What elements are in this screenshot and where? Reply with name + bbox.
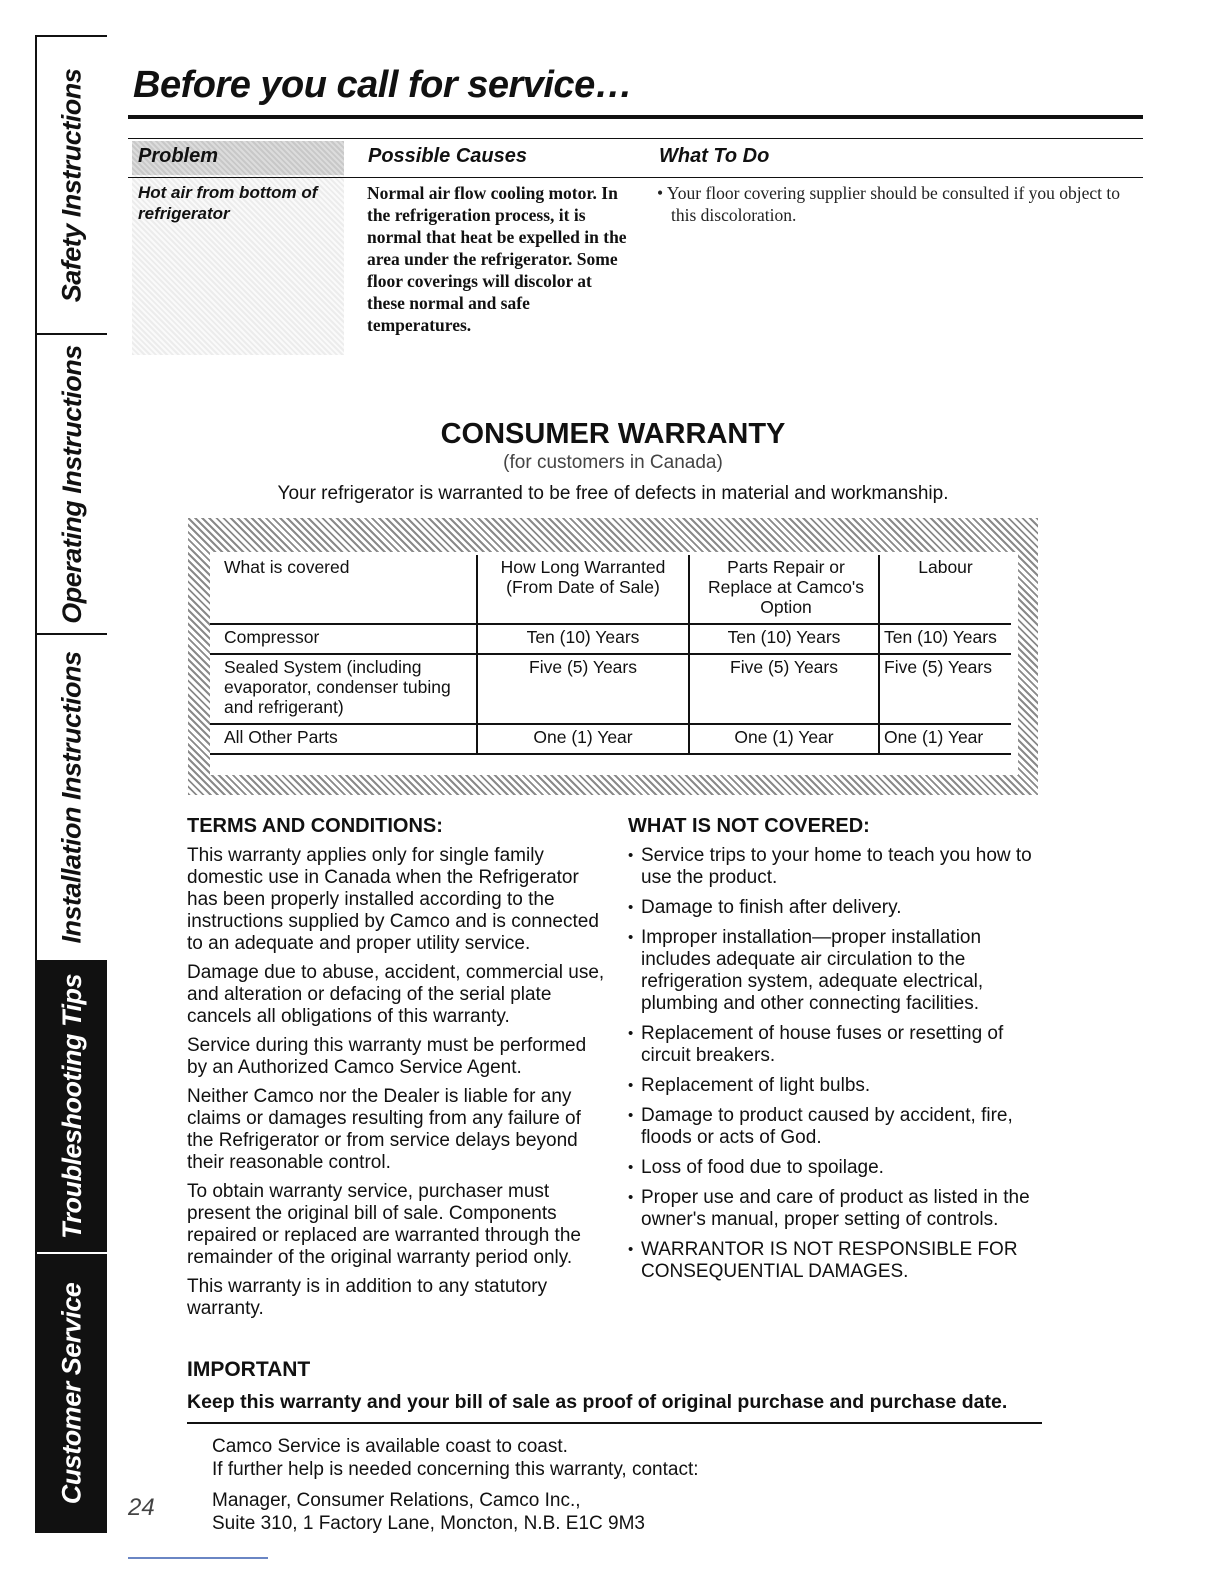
warranty-table — [210, 555, 1011, 755]
warranty-cell: Ten (10) Years — [689, 624, 879, 654]
warranty-header-cell: Parts Repair or Replace at Camco's Option — [689, 555, 879, 624]
tab-label: Operating Instructions — [56, 344, 87, 624]
title-divider — [128, 115, 1143, 119]
list-item: • WARRANTOR IS NOT RESPONSIBLE FOR CONSEQUENTIAL DAMAGES. — [628, 1239, 1048, 1283]
warranty-cell: One (1) Year — [879, 724, 1011, 754]
warranty-cell: Ten (10) Years — [879, 624, 1011, 654]
tab-label: Safety Instructions — [56, 68, 87, 302]
warranty-header-cell: How Long Warranted (From Date of Sale) — [477, 555, 689, 624]
warranty-intro: Your refrigerator is warranted to be free of defects in material and workmanship. — [277, 483, 949, 504]
warranty-cell: All Other Parts — [210, 724, 477, 754]
table-row — [210, 624, 1011, 654]
table-row — [210, 724, 1011, 754]
warranty-header-cell: What is covered — [224, 557, 350, 577]
table-header-rule — [128, 177, 1143, 178]
todo-cell: • Your floor covering supplier should be consulted if you object to this discoloration. — [657, 183, 1121, 225]
terms-heading: TERMS AND CONDITIONS: — [187, 815, 443, 837]
list-item: • Improper installation—proper installation includes adequate air circulation to the refrigeration system, adequate electrical, plumbing and other connecting facilities. — [628, 927, 1048, 1015]
list-item: • Damage to finish after delivery. — [628, 897, 1048, 919]
list-item: • Replacement of light bulbs. — [628, 1075, 1048, 1097]
problem-column-shading — [132, 141, 344, 355]
terms-paragraph: Service during this warranty must be performed by an Authorized Camco Service Agent. — [187, 1035, 587, 1078]
tab-customer-service[interactable] — [37, 1252, 107, 1533]
important-heading: IMPORTANT — [187, 1358, 311, 1381]
page-number: 24 — [128, 1494, 155, 1521]
not-covered-heading: WHAT IS NOT COVERED: — [628, 815, 870, 837]
important-text: Keep this warranty and your bill of sale as proof of original purchase and purchase date. — [187, 1391, 1008, 1413]
terms-paragraph: Damage due to abuse, accident, commercial use, and alteration or defacing of the serial plate cancels all obligations of this warranty. — [187, 962, 605, 1027]
warranty-cell: Five (5) Years — [689, 654, 879, 724]
terms-paragraph: This warranty is in addition to any statutory warranty. — [187, 1276, 548, 1319]
list-item: • Loss of food due to spoilage. — [628, 1157, 1048, 1179]
footer-rule — [128, 1557, 268, 1559]
terms-paragraph: To obtain warranty service, purchaser must present the original bill of sale. Components repaired or replaced are warranted through the remainder of the original warranty period only. — [187, 1181, 581, 1268]
terms-paragraph: Neither Camco nor the Dealer is liable for any claims or damages resulting from any failure of the Refrigerator or from service delays beyond their reasonable control. — [187, 1086, 581, 1173]
warranty-cell: Sealed System (including evaporator, condenser tubing and refrigerant) — [210, 654, 477, 724]
terms-body — [187, 845, 607, 1327]
warranty-title: CONSUMER WARRANTY — [440, 418, 786, 450]
contact-block — [212, 1435, 699, 1535]
warranty-subtitle: (for customers in Canada) — [503, 452, 723, 473]
warranty-table-border — [188, 518, 1038, 795]
contact-line: Manager, Consumer Relations, Camco Inc., — [212, 1490, 581, 1511]
todo-text: Your floor covering supplier should be consulted if you object to this discoloration. — [666, 183, 1121, 225]
important-divider — [187, 1422, 1042, 1424]
warranty-cell: Ten (10) Years — [477, 624, 689, 654]
tab-label: Customer Service — [56, 1282, 87, 1505]
contact-line: If further help is needed concerning this warranty, contact: — [212, 1459, 699, 1480]
warranty-header-cell: Labour — [879, 555, 1011, 624]
warranty-cell: One (1) Year — [689, 724, 879, 754]
warranty-cell: One (1) Year — [477, 724, 689, 754]
tab-safety-instructions[interactable] — [37, 37, 107, 335]
list-item: • Proper use and care of product as listed in the owner's manual, proper setting of controls. — [628, 1187, 1048, 1231]
column-header-possible-causes: Possible Causes — [368, 145, 527, 167]
tab-operating-instructions[interactable] — [37, 335, 107, 635]
column-header-problem: Problem — [138, 145, 219, 167]
warranty-cell: Five (5) Years — [879, 654, 1011, 724]
terms-paragraph: This warranty applies only for single family domestic use in Canada when the Refrigerator has been properly installed according to the instructions supplied by Camco and is connected to an adequate and proper utility service. — [187, 845, 599, 954]
tab-label: Troubleshooting Tips — [56, 973, 87, 1239]
cause-cell: Normal air flow cooling motor. In the refrigeration process, it is normal that heat be expelled in the area under the refrigerator. Some floor coverings will discolor at these normal and safe temperatures. — [367, 183, 627, 335]
list-item: • Damage to product caused by accident, fire, floods or acts of God. — [628, 1105, 1048, 1149]
warranty-cell: Compressor — [210, 624, 477, 654]
problem-cell: Hot air from bottom of refrigerator — [138, 183, 318, 223]
contact-line: Camco Service is available coast to coast. — [212, 1436, 568, 1457]
tab-troubleshooting-tips[interactable] — [37, 960, 107, 1252]
not-covered-list — [628, 845, 1048, 1291]
page-title: Before you call for service… — [133, 64, 633, 106]
contact-line: Suite 310, 1 Factory Lane, Moncton, N.B. E1C 9M3 — [212, 1513, 646, 1534]
table-top-rule — [128, 138, 1143, 139]
tab-installation-instructions[interactable] — [37, 635, 107, 960]
column-header-what-to-do: What To Do — [659, 145, 770, 167]
sidebar-tabs — [35, 35, 107, 1533]
list-item: • Service trips to your home to teach you how to use the product. — [628, 845, 1048, 889]
warranty-cell: Five (5) Years — [477, 654, 689, 724]
list-item: • Replacement of house fuses or resetting of circuit breakers. — [628, 1023, 1048, 1067]
tab-label: Installation Instructions — [56, 651, 87, 944]
table-row — [210, 654, 1011, 724]
